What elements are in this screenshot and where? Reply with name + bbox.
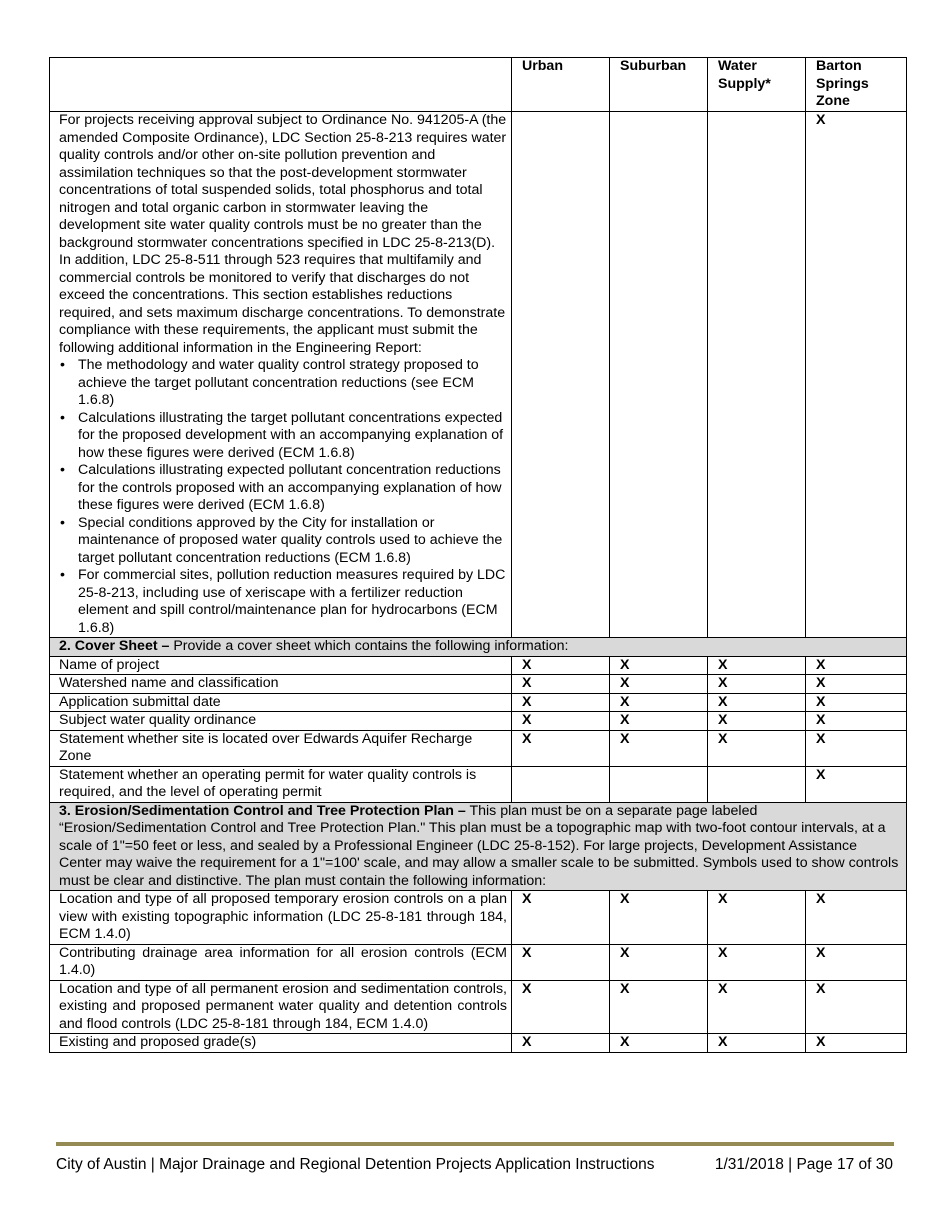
list-item: • For commercial sites, pollution reduction measures required by LDC 25-8-213, including use of xeriscape with a fertilizer reduction element and spill control/maintenance plan for hydrocarbons (ECM 1.6.8) [78,567,507,637]
requirements-table [49,57,907,1053]
mark-water-supply: X [708,712,806,731]
table-row [50,712,907,731]
mark-barton-springs: X [806,980,907,1034]
mark-urban: X [512,980,610,1034]
header-barton-springs-zone: Barton Springs Zone [806,58,907,112]
mark-water-supply [708,112,806,638]
mark-barton-springs: X [806,656,907,675]
mark-urban: X [512,891,610,945]
mark-urban: X [512,1034,610,1053]
section-title: 2. Cover Sheet – [59,638,170,654]
cover-sheet-section-heading [50,638,907,657]
footer-document-title: City of Austin | Major Drainage and Regional Detention Projects Application Instructions [56,1156,655,1173]
intro-paragraph: For projects receiving approval subject to Ordinance No. 941205-A (the amended Composite Ordinance), LDC Section 25-8-213 requires water quality controls and/or other on-site pollution prevention and assimilation techniques so that the post-development stormwater concentrations of total suspended solids, total phosphorus and total nitrogen and total organic carbon in stormwater leaving the development site water quality controls must be no greater than the background stormwater concentrations specified in LDC 25-8-213(D). In addition, LDC 25-8-511 through 523 requires that multifamily and commercial controls be monitored to verify that discharges do not exceed the concentrations. This section establishes reductions required, and sets maximum discharge concentrations. To demonstrate compliance with these requirements, the applicant must submit the following additional information in the Engineering Report: [59,112,507,356]
mark-urban: X [512,944,610,980]
mark-suburban: X [610,980,708,1034]
mark-urban [512,112,610,638]
list-item: • Calculations illustrating the target pollutant concentrations expected for the proposed development with an accompanying explanation of how these figures were derived (ECM 1.6.8) [78,410,507,463]
intro-row [50,112,907,638]
mark-urban [512,766,610,802]
erosion-plan-section-row [50,802,907,891]
row-label: Watershed name and classification [50,675,512,694]
table-row [50,693,907,712]
list-item: • Calculations illustrating expected pollutant concentration reductions for the controls proposed with an accompanying explanation of how these figures were derived (ECM 1.6.8) [78,462,507,515]
mark-barton-springs: X [806,1034,907,1053]
mark-barton-springs: X [806,891,907,945]
mark-barton-springs: X [806,712,907,731]
mark-suburban: X [610,693,708,712]
table-row [50,656,907,675]
mark-suburban [610,112,708,638]
mark-barton-springs: X [806,693,907,712]
list-item: • The methodology and water quality control strategy proposed to achieve the target pollutant concentration reductions (see ECM 1.6.8) [78,357,507,410]
mark-suburban: X [610,891,708,945]
section-title: 3. Erosion/Sedimentation Control and Tree Protection Plan – [59,802,466,819]
row-label: Subject water quality ordinance [50,712,512,731]
intro-bullet-list [59,357,507,637]
mark-water-supply [708,766,806,802]
mark-urban: X [512,675,610,694]
list-item: • Special conditions approved by the City for installation or maintenance of proposed water quality controls used to achieve the target pollutant concentration reductions (ECM 1.6.8) [78,515,507,568]
mark-suburban: X [610,712,708,731]
table-row [50,766,907,802]
mark-water-supply: X [708,1034,806,1053]
mark-water-supply: X [708,730,806,766]
row-label: Statement whether an operating permit for water quality controls is required, and the level of operating permit [50,766,512,802]
header-suburban: Suburban [610,58,708,112]
mark-suburban [610,766,708,802]
intro-cell [50,112,512,638]
mark-water-supply: X [708,656,806,675]
mark-barton-springs: X [806,730,907,766]
mark-urban: X [512,656,610,675]
mark-suburban: X [610,675,708,694]
mark-suburban: X [610,944,708,980]
mark-barton-springs: X [806,675,907,694]
table-row [50,980,907,1034]
mark-suburban: X [610,1034,708,1053]
footer-date-page: 1/31/2018 | Page 17 of 30 [714,1156,893,1173]
row-label: Existing and proposed grade(s) [50,1034,512,1053]
mark-barton-springs: X [806,944,907,980]
section-text: This plan must be on a separate page labeled “Erosion/Sedimentation Control and Tree Protection Plan." This plan must be a topographic map with two-foot contour intervals, at a scale of 1"=50 feet or less, and sealed by a Professional Engineer (LDC 25-8-152). For large projects, Development Assistance Center may waive the requirement for a 1"=100' scale, and may allow a smaller scale to be submitted. Symbols used to show controls must be clear and distinctive. The plan must contain the following information: [59,802,899,889]
table-row [50,1034,907,1053]
row-label: Location and type of all proposed temporary erosion controls on a plan view with existing topographic information (LDC 25-8-181 through 184, ECM 1.4.0) [50,891,512,945]
mark-urban: X [512,712,610,731]
table-row [50,891,907,945]
section-text: Provide a cover sheet which contains the following information: [169,638,569,654]
header-water-supply: Water Supply* [708,58,806,112]
erosion-plan-section-heading [50,802,907,891]
row-label: Contributing drainage area information for all erosion controls (ECM 1.4.0) [50,944,512,980]
mark-barton-springs: X [806,112,907,638]
table-row [50,944,907,980]
mark-water-supply: X [708,675,806,694]
footer-divider [56,1142,894,1146]
mark-water-supply: X [708,891,806,945]
mark-water-supply: X [708,944,806,980]
table-row [50,730,907,766]
cover-sheet-section-row [50,638,907,657]
header-urban: Urban [512,58,610,112]
mark-water-supply: X [708,693,806,712]
mark-suburban: X [610,656,708,675]
mark-suburban: X [610,730,708,766]
mark-urban: X [512,730,610,766]
header-row [50,58,907,112]
header-blank [50,58,512,112]
mark-urban: X [512,693,610,712]
row-label: Name of project [50,656,512,675]
mark-barton-springs: X [806,766,907,802]
row-label: Statement whether site is located over Edwards Aquifer Recharge Zone [50,730,512,766]
row-label: Location and type of all permanent erosion and sedimentation controls, existing and proposed permanent water quality and detention controls and flood controls (LDC 25-8-181 through 184, ECM 1.4.0) [50,980,512,1034]
mark-water-supply: X [708,980,806,1034]
table-row [50,675,907,694]
row-label: Application submittal date [50,693,512,712]
